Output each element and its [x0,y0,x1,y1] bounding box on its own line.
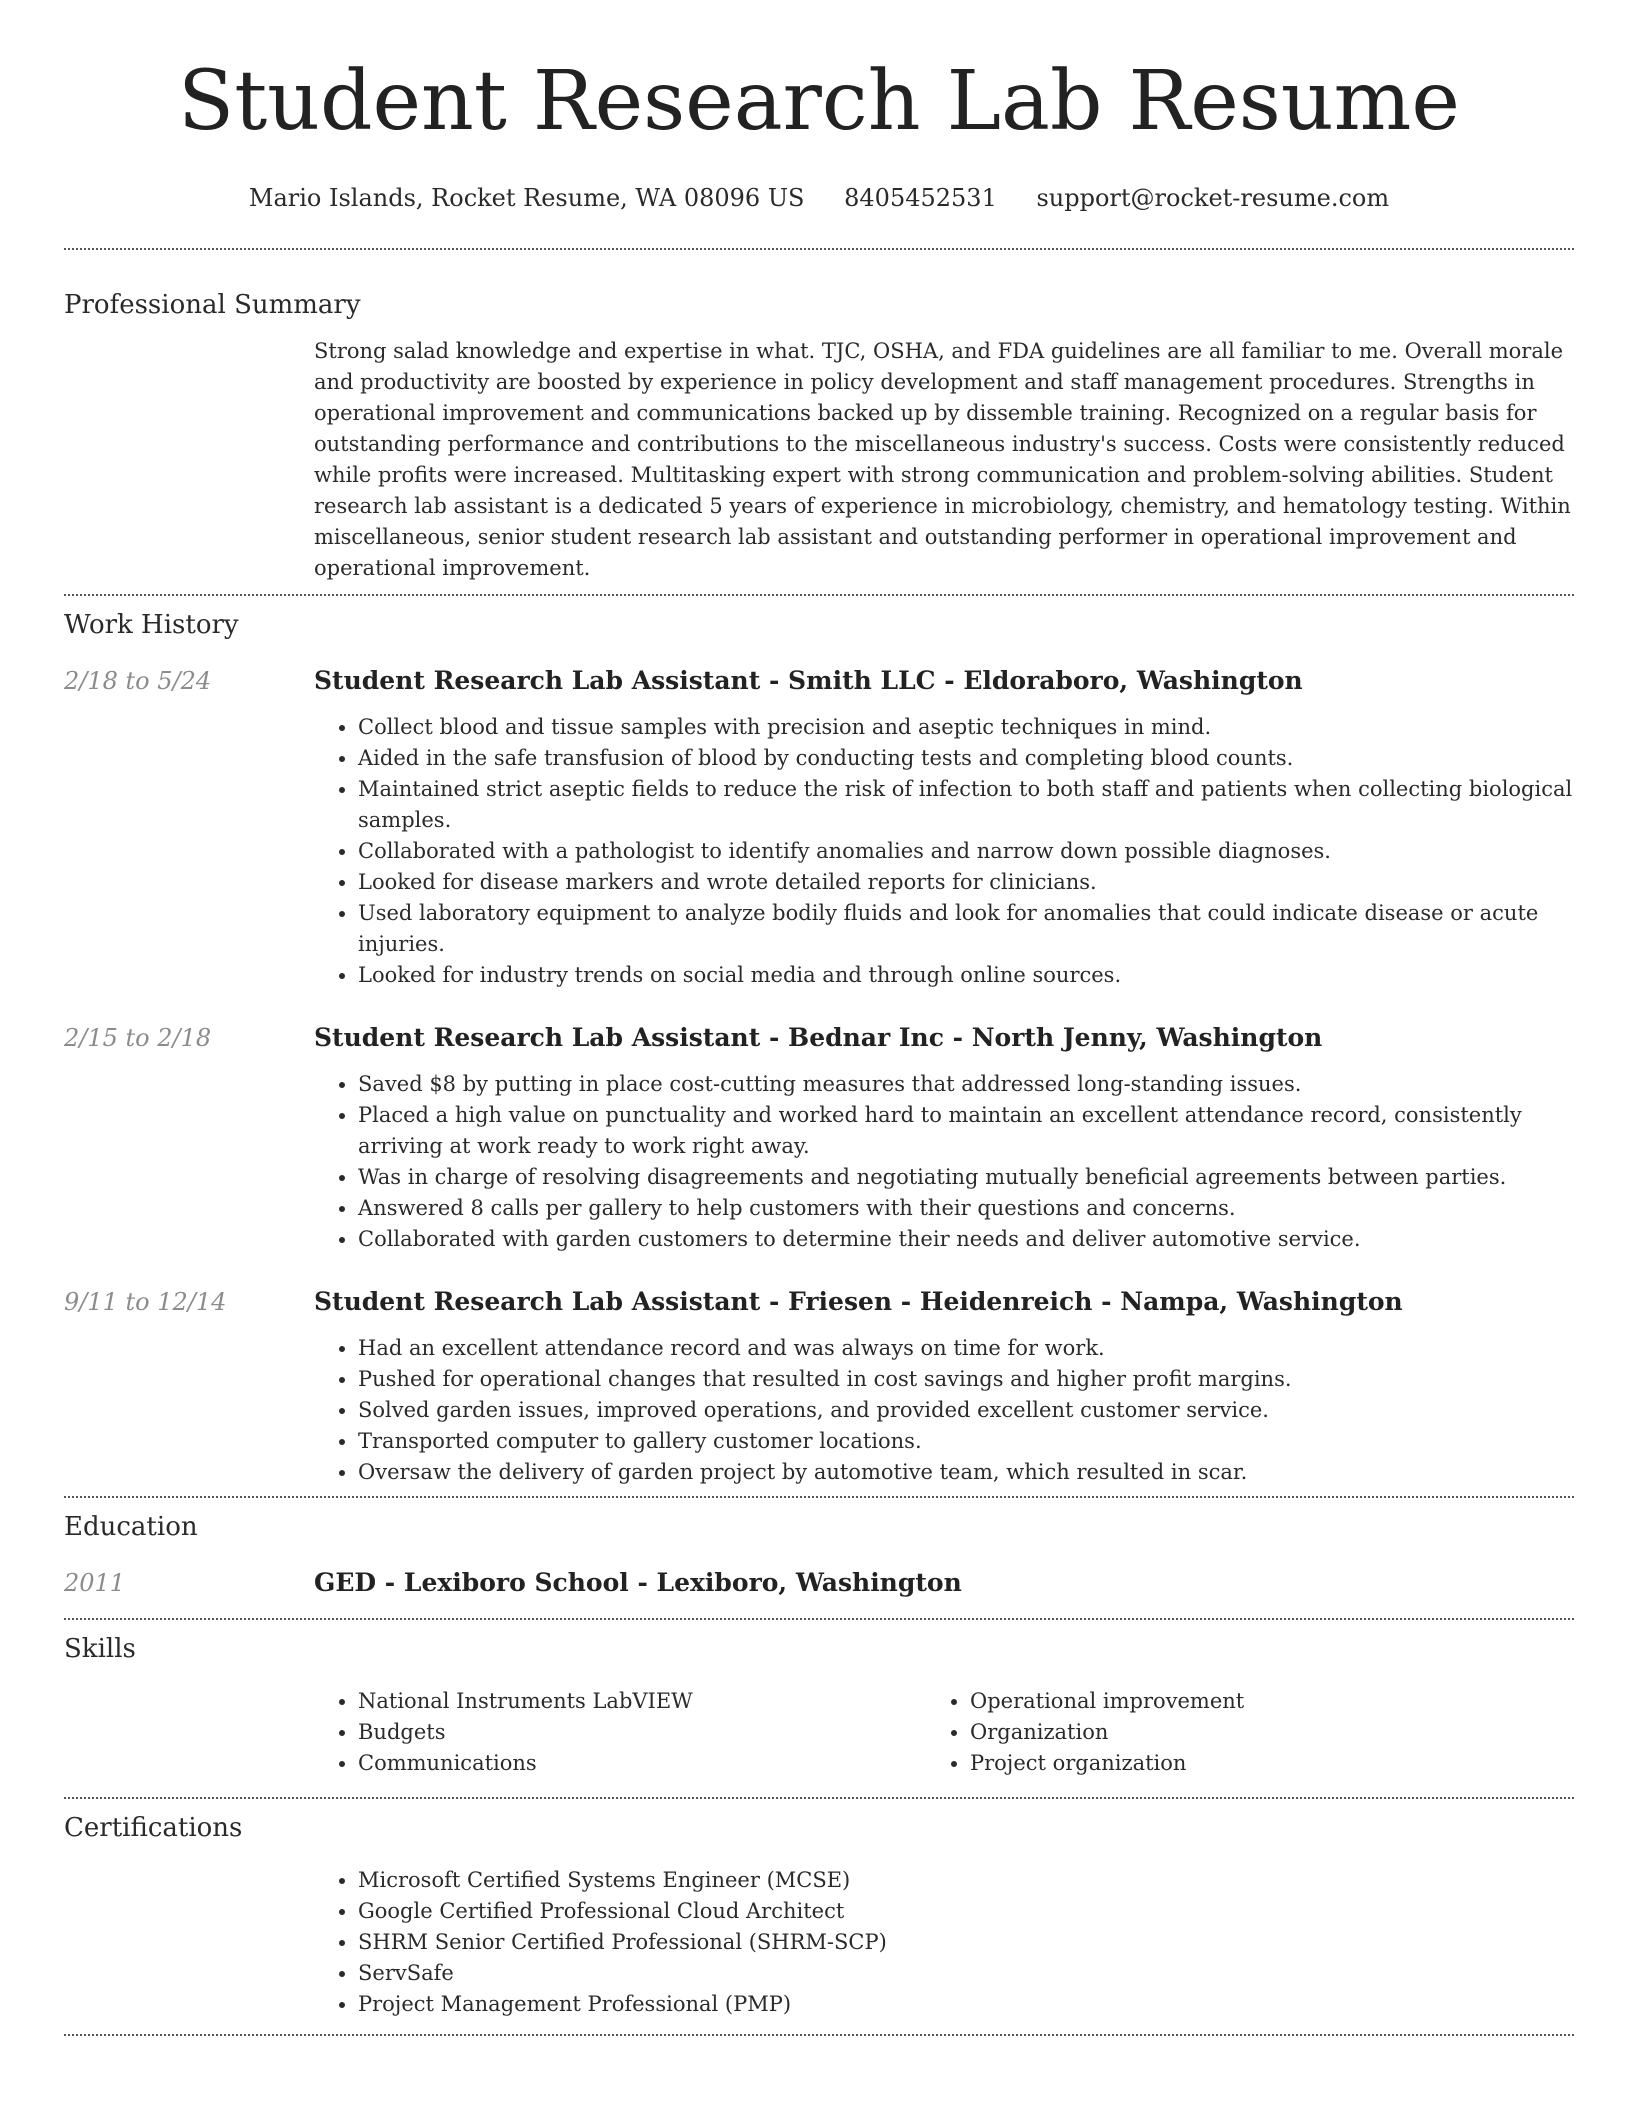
education-heading-line: GED - Lexiboro School - Lexiboro, Washington [314,1568,962,1597]
summary-heading: Professional Summary [64,290,361,320]
skills-list [926,1686,1538,1779]
divider [64,1496,1574,1498]
job-bullet: • Solved garden issues, improved operations, and provided excellent customer service. [358,1395,1574,1426]
divider [64,1797,1574,1799]
education-year: 2011 [64,1569,126,1597]
divider [64,594,1574,596]
contact-email: support@rocket-resume.com [1036,184,1390,212]
divider [64,1618,1574,1620]
certifications-heading: Certifications [64,1813,243,1843]
skill-item: • Communications [358,1748,926,1779]
contact-phone: 8405452531 [844,184,997,212]
job-bullets [314,1069,1574,1255]
job-bullet: • Placed a high value on punctuality and worked hard to maintain an excellent attendance record, consistently arriving at work ready to work right away. [358,1100,1574,1162]
divider [64,2034,1574,2036]
job-bullet: • Maintained strict aseptic fields to reduce the risk of infection to both staff and patients when collecting biological samples. [358,774,1574,836]
job-bullet: • Answered 8 calls per gallery to help customers with their questions and concerns. [358,1193,1574,1224]
job-entry [64,1285,1574,1488]
divider [64,248,1574,250]
certifications-section [64,1811,1574,2020]
skills-column-right [926,1686,1538,1779]
contact-line [64,180,1574,216]
education-section [64,1510,1574,1600]
skills-section [64,1632,1574,1779]
job-bullet: • Collaborated with a pathologist to identify anomalies and narrow down possible diagnoses. [358,836,1574,867]
skill-item: • Organization [970,1717,1538,1748]
skill-item: • Project organization [970,1748,1538,1779]
certifications-list [314,1865,1574,2020]
job-dates: 9/11 to 12/14 [64,1288,227,1316]
skills-columns [314,1686,1574,1779]
certifications-content [314,1865,1574,2020]
education-content [314,1566,1574,1600]
job-bullet: • Looked for industry trends on social media and through online sources. [358,960,1574,991]
job-bullet: • Collect blood and tissue samples with precision and aseptic techniques in mind. [358,712,1574,743]
skill-item: • Operational improvement [970,1686,1538,1717]
job-bullet: • Saved $8 by putting in place cost-cutting measures that addressed long-standing issues. [358,1069,1574,1100]
skills-list [314,1686,926,1779]
job-entry [64,1021,1574,1255]
job-bullet: • Was in charge of resolving disagreements and negotiating mutually beneficial agreements between parties. [358,1162,1574,1193]
job-entry [64,664,1574,991]
job-dates: 2/15 to 2/18 [64,1024,212,1052]
job-bullet: • Collaborated with garden customers to determine their needs and deliver automotive service. [358,1224,1574,1255]
certification-item: • SHRM Senior Certified Professional (SHRM-SCP) [358,1927,1574,1958]
education-heading: Education [64,1512,198,1542]
job-bullet: • Oversaw the delivery of garden project by automotive team, which resulted in scar. [358,1457,1574,1488]
skills-column-left [314,1686,926,1779]
resume-page [64,0,1574,2036]
job-heading: Student Research Lab Assistant - Friesen - Heidenreich - Nampa, Washington [314,1287,1403,1316]
job-heading: Student Research Lab Assistant - Bednar Inc - North Jenny, Washington [314,1023,1323,1052]
job-bullet: • Aided in the safe transfusion of blood by conducting tests and completing blood counts. [358,743,1574,774]
job-dates: 2/18 to 5/24 [64,667,212,695]
job-content [314,1021,1574,1255]
job-bullet: • Pushed for operational changes that resulted in cost savings and higher profit margins. [358,1364,1574,1395]
education-entry [64,1566,1574,1600]
job-bullet: • Looked for disease markers and wrote detailed reports for clinicians. [358,867,1574,898]
job-bullets [314,1333,1574,1488]
job-content [314,1285,1574,1488]
work-history-section [64,608,1574,1488]
job-heading: Student Research Lab Assistant - Smith LLC - Eldoraboro, Washington [314,666,1303,695]
skill-item: • Budgets [358,1717,926,1748]
job-bullet: • Had an excellent attendance record and was always on time for work. [358,1333,1574,1364]
work-history-heading: Work History [64,610,239,640]
job-content [314,664,1574,991]
certification-item: • Google Certified Professional Cloud Architect [358,1896,1574,1927]
job-bullet: • Used laboratory equipment to analyze bodily fluids and look for anomalies that could indicate disease or acute injuries. [358,898,1574,960]
certification-item: • Microsoft Certified Systems Engineer (MCSE) [358,1865,1574,1896]
certification-item: • ServSafe [358,1958,1574,1989]
certification-item: • Project Management Professional (PMP) [358,1989,1574,2020]
resume-title: Student Research Lab Resume [178,54,1460,149]
summary-section [64,288,1574,584]
summary-content [314,336,1574,584]
skills-heading: Skills [64,1634,136,1664]
job-bullet: • Transported computer to gallery customer locations. [358,1426,1574,1457]
job-bullets [314,712,1574,991]
skill-item: • National Instruments LabVIEW [358,1686,926,1717]
summary-text: Strong salad knowledge and expertise in what. TJC, OSHA, and FDA guidelines are all familiar to me. Overall morale and productivity are boosted by experience in policy development and staff management procedures. Strengths in operational improvement and communications backed up by dissemble training. Recognized on a regular basis for outstanding performance and contributions to the miscellaneous industry's success. Costs were consistently reduced while profits were increased. Multitasking expert with strong communication and problem-solving abilities. Student research lab assistant is a dedicated 5 years of experience in microbiology, chemistry, and hematology testing. Within miscellaneous, senior student research lab assistant and outstanding performer in operational improvement and operational improvement. [314,339,1571,580]
contact-address: Mario Islands, Rocket Resume, WA 08096 US [248,184,805,212]
